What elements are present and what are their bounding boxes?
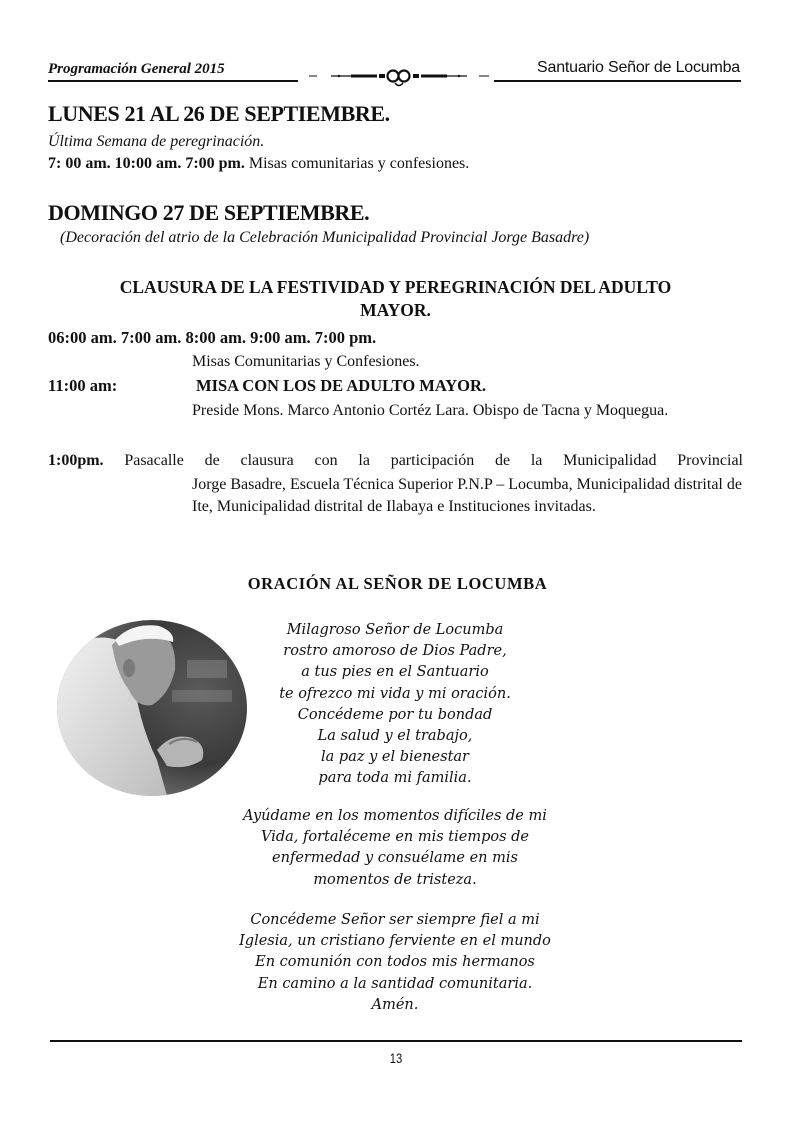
schedule-text-3: Jorge Basadre, Escuela Técnica Superior P.N.P – Locumba, Municipalidad distrital de Ite, Municipalidad distrital de Ilabaya e Instituciones invitadas. <box>192 476 742 515</box>
schedule-entry-3-first-line <box>48 452 743 470</box>
prayer-line: En comunión con todos mis hermanos <box>255 954 535 971</box>
ornament-divider-icon <box>309 68 489 92</box>
prayer-line: Iglesia, un cristiano ferviente en el mundo <box>239 933 551 950</box>
prayer-line: Milagroso Señor de Locumba <box>286 622 504 638</box>
section1-schedule-line <box>48 155 469 173</box>
prayer-line: rostro amoroso de Dios Padre, <box>283 643 507 660</box>
closing-heading-line1: CLAUSURA DE LA FESTIVIDAD Y PEREGRINACIÓN DEL ADULTO <box>119 277 672 297</box>
closing-heading-line2: MAYOR. <box>360 300 431 320</box>
prayer-line: la paz y el bienestar <box>321 749 469 766</box>
section1-times: 7: 00 am. 10:00 am. 7:00 pm. <box>48 155 245 172</box>
header-left-rule <box>48 80 298 82</box>
prayer-line: te ofrezco mi vida y mi oración. <box>279 685 511 702</box>
prayer-line: Concédeme por tu bondad <box>297 706 493 723</box>
prayer-line: momentos de tristeza. <box>313 871 477 888</box>
prayer-line: Vida, fortaléceme en mis tiempos de <box>260 829 530 846</box>
prayer-line: Amén. <box>371 996 419 1013</box>
schedule-time-1: 06:00 am. 7:00 am. 8:00 am. 9:00 am. 7:00 pm. <box>48 328 377 347</box>
header-sanctuary-title: Santuario Señor de Locumba <box>537 59 740 76</box>
closing-heading <box>48 276 743 322</box>
schedule-time-3: 1:00pm. <box>48 452 104 469</box>
prayer-line: para toda mi familia. <box>318 770 472 787</box>
prayer-stanza-3 <box>195 910 595 1016</box>
prayer-title: ORACIÓN AL SEÑOR DE LOCUMBA <box>247 574 548 593</box>
prayer-stanza-1 <box>195 620 595 790</box>
schedule-text-1: Misas Comunitarias y Confesiones. <box>192 353 420 370</box>
schedule-text-3-first: Pasacalle de clausura con la participación de la Municipalidad Provincial <box>124 452 743 469</box>
prayer-line: enfermedad y consuélame en mis <box>272 850 518 867</box>
section1-subtitle: Última Semana de peregrinación. <box>48 133 265 150</box>
prayer-stanza-2 <box>195 806 595 891</box>
footer-rule <box>50 1040 742 1042</box>
section2-heading: DOMINGO 27 DE SEPTIEMBRE. <box>48 200 370 225</box>
section1-description: Misas comunitarias y confesiones. <box>244 155 470 172</box>
section1-heading: LUNES 21 AL 26 DE SEPTIEMBRE. <box>48 101 390 126</box>
prayer-line: a tus pies en el Santuario <box>301 664 489 681</box>
schedule-time-2: 11:00 am: <box>48 376 118 395</box>
header-publication-title: Programación General 2015 <box>48 61 225 77</box>
header-right-rule <box>494 80 741 82</box>
prayer-line: En camino a la santidad comunitaria. <box>257 975 533 992</box>
page-number: 13 <box>389 1050 403 1066</box>
schedule-text-2: Preside Mons. Marco Antonio Cortéz Lara. Obispo de Tacna y Moquegua. <box>192 402 669 419</box>
schedule-title-2: MISA CON LOS DE ADULTO MAYOR. <box>196 376 487 395</box>
prayer-line: Ayúdame en los momentos difíciles de mi <box>243 808 547 824</box>
section2-note: (Decoración del atrio de la Celebración Municipalidad Provincial Jorge Basadre) <box>60 229 590 246</box>
prayer-line: Concédeme Señor ser siempre fiel a mi <box>250 912 540 928</box>
prayer-line: La salud y el trabajo, <box>317 728 473 745</box>
